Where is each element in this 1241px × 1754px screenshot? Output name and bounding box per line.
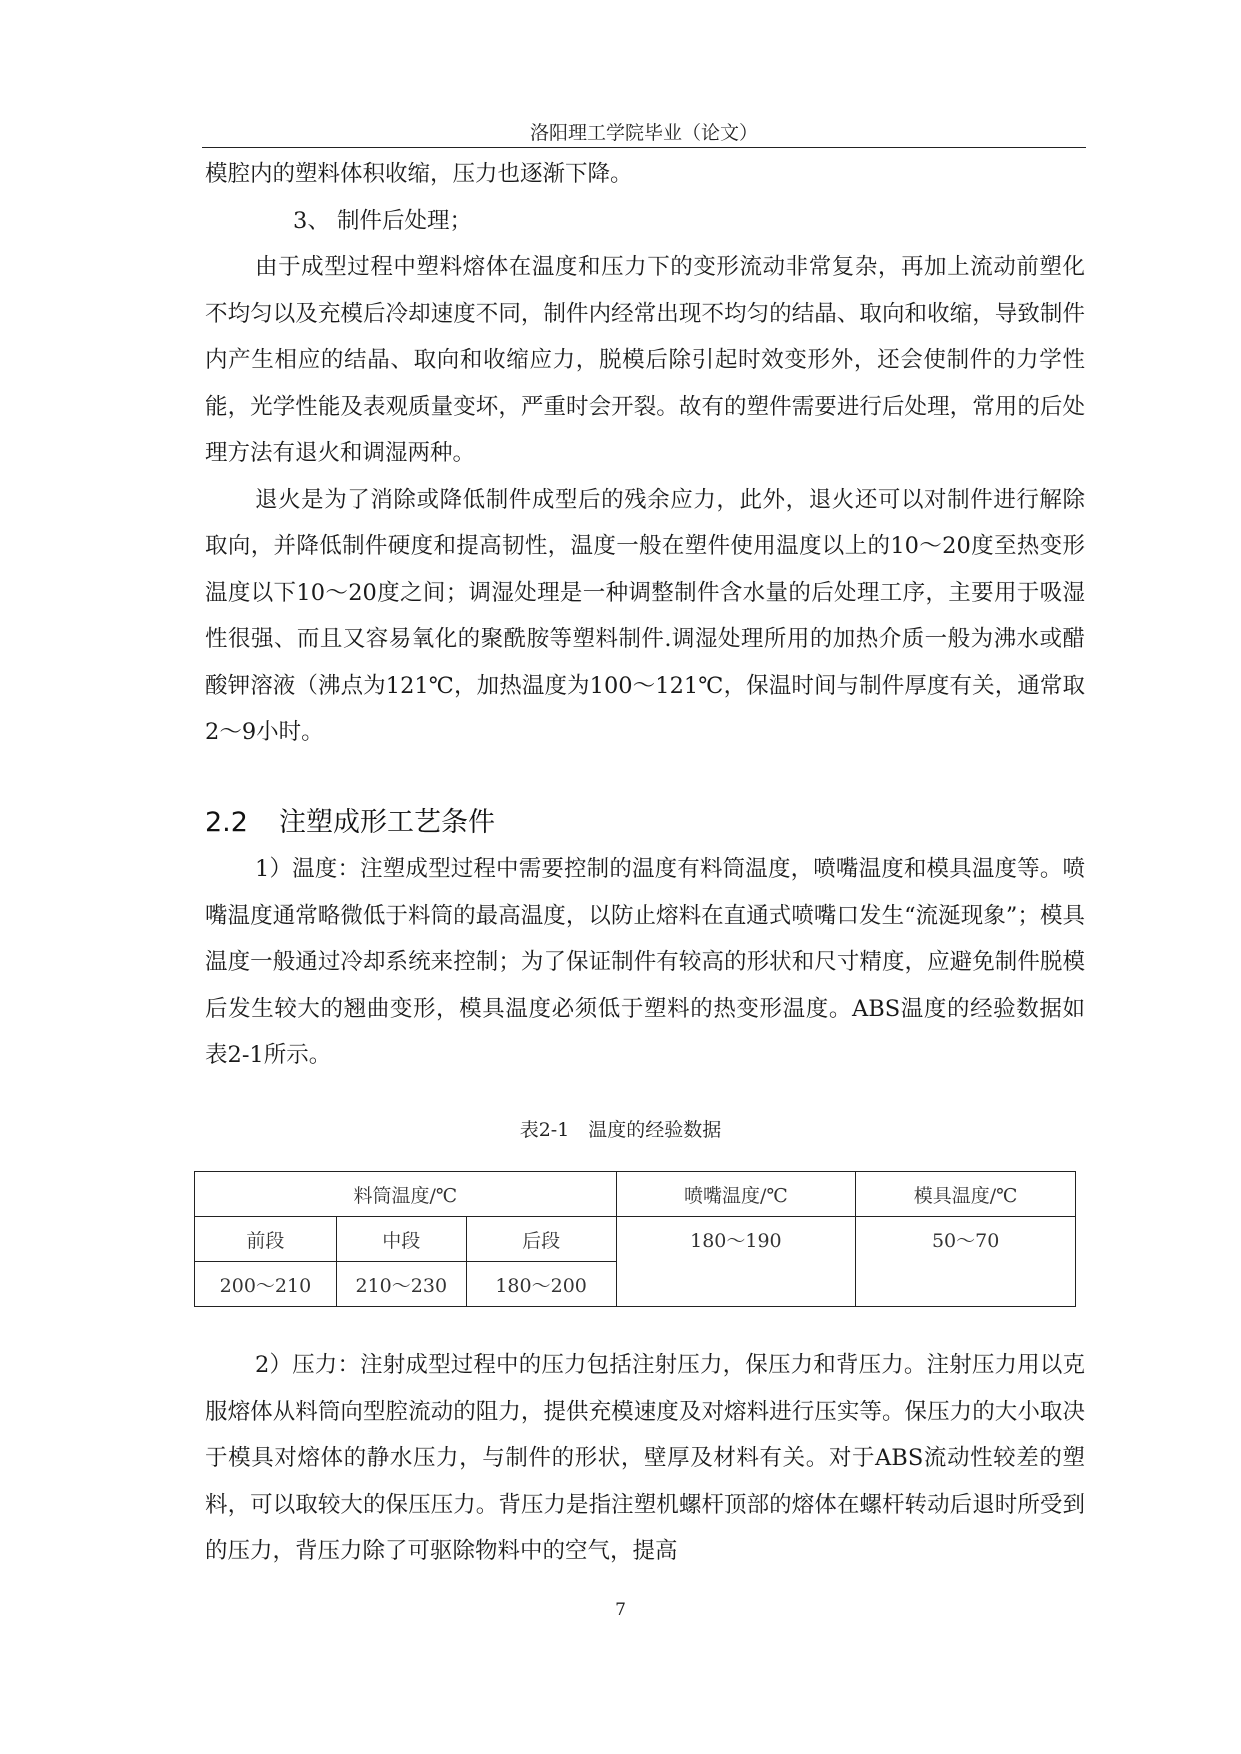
page-number: 7	[615, 1600, 626, 1620]
paragraph-temperature: 1）温度：注塑成型过程中需要控制的温度有料筒温度，喷嘴温度和模具温度等。喷嘴温度通常略微低于料筒的最高温度，以防止熔料在直通式喷嘴口发生“流涎现象”；模具温度一般通过冷却系统来控制；为了保证制件有较高的形状和尺寸精度，应避免制件脱模后发生较大的翘曲变形，模具温度必须低于塑料的热变形温度。ABS温度的经验数据如表2-1所示。	[205, 856, 1085, 1068]
page-header: 洛阳理工学院毕业（论文）	[529, 122, 758, 144]
header-mold-temp: 模具温度/℃	[856, 1172, 1076, 1217]
paragraph-pressure: 2）压力：注射成型过程中的压力包括注射压力，保压力和背压力。注射压力用以克服熔体从料筒向型腔流动的阻力，提供充模速度及对熔料进行压实等。保压力的大小取决于模具对熔体的静水压力，与制件的形状，壁厚及材料有关。对于ABS流动性较差的塑料，可以取较大的保压压力。背压力是指注塑机螺杆顶部的熔体在螺杆转动后退时所受到的压力，背压力除了可驱除物料中的空气，提高	[205, 1352, 1085, 1564]
section-number: 2.2	[205, 807, 248, 838]
table-caption: 表2-1 温度的经验数据	[519, 1119, 722, 1141]
cell-middle-temp: 210～230	[336, 1262, 466, 1307]
cell-front-temp: 200～210	[195, 1262, 337, 1307]
subheader-rear: 后段	[466, 1217, 616, 1262]
header-nozzle-temp: 喷嘴温度/℃	[616, 1172, 856, 1217]
body-block-3	[205, 1342, 1085, 1575]
cell-mold-temp: 50～70	[856, 1217, 1076, 1307]
header-barrel-temp: 料筒温度/℃	[195, 1172, 617, 1217]
header-divider	[202, 147, 1086, 148]
body-block-1	[205, 151, 1085, 756]
paragraph-continuation: 模腔内的塑料体积收缩，压力也逐渐下降。	[205, 161, 633, 187]
paragraph-post-treatment: 由于成型过程中塑料熔体在温度和压力下的变形流动非常复杂，再加上流动前塑化不均匀以及充模后冷却速度不同，制件内经常出现不均匀的结晶、取向和收缩，导致制件内产生相应的结晶、取向和收缩应力，脱模后除引起时效变形外，还会使制件的力学性能，光学性能及表观质量变坏，严重时会开裂。故有的塑件需要进行后处理，常用的后处理方法有退火和调湿两种。	[205, 254, 1085, 466]
body-block-2	[205, 846, 1085, 1079]
item-heading-post-treatment: 3、 制件后处理；	[293, 207, 472, 234]
section-heading	[205, 800, 495, 839]
subheader-front: 前段	[195, 1217, 337, 1262]
table-row	[195, 1217, 1076, 1262]
subheader-middle: 中段	[336, 1217, 466, 1262]
cell-rear-temp: 180～200	[466, 1262, 616, 1307]
cell-nozzle-temp: 180～190	[616, 1217, 856, 1307]
temperature-table	[194, 1171, 1076, 1307]
table-row	[195, 1172, 1076, 1217]
section-title: 注塑成形工艺条件	[279, 807, 495, 838]
paragraph-annealing: 退火是为了消除或降低制件成型后的残余应力，此外，退火还可以对制件进行解除取向，并降低制件硬度和提高韧性，温度一般在塑件使用温度以上的10～20度至热变形温度以下10～20度之间；调湿处理是一种调整制件含水量的后处理工序，主要用于吸湿性很强、而且又容易氧化的聚酰胺等塑料制件.调湿处理所用的加热介质一般为沸水或醋酸钾溶液（沸点为121℃，加热温度为100～121℃，保温时间与制件厚度有关，通常取2～9小时。	[205, 486, 1085, 745]
